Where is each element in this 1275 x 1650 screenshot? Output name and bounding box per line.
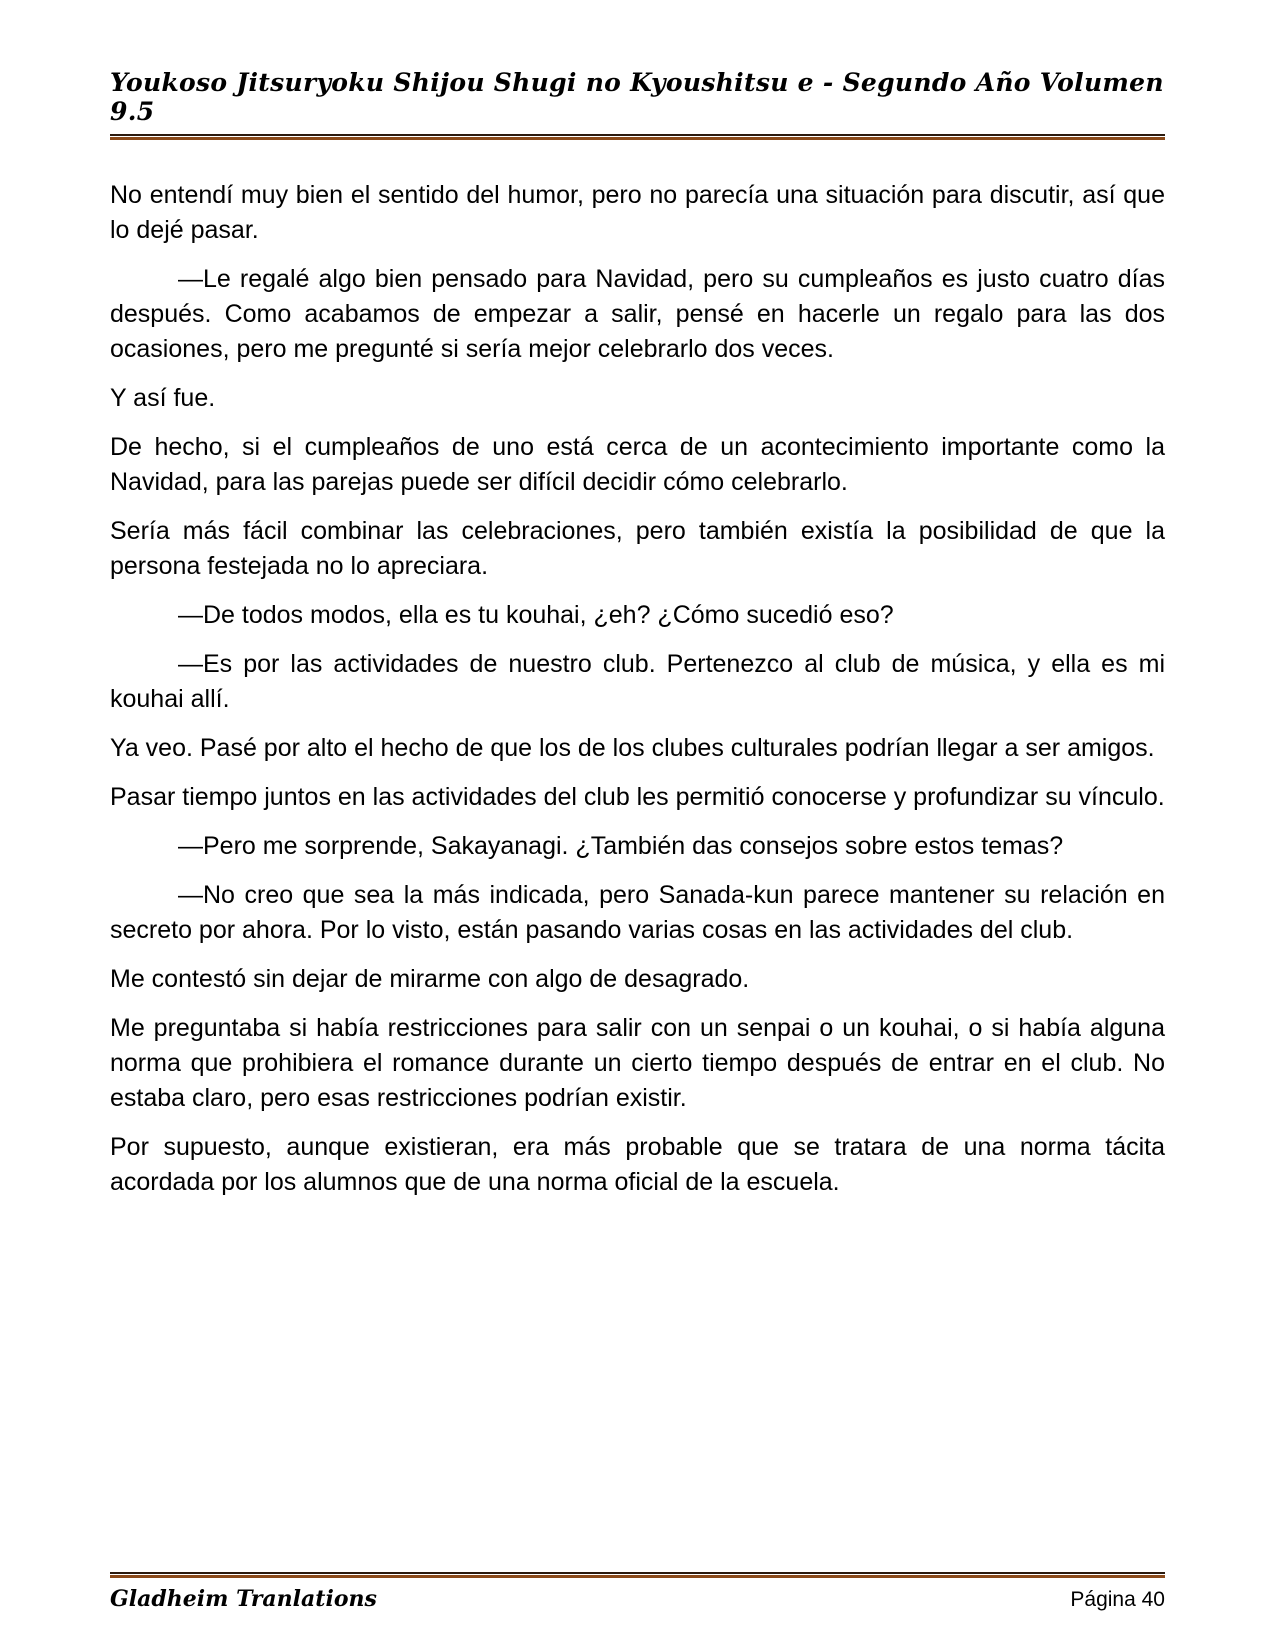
paragraph: Ya veo. Pasé por alto el hecho de que los de los clubes culturales podrían llegar a ser amigos. — [110, 734, 1155, 762]
page-footer — [110, 1572, 1165, 1612]
paragraph: De hecho, si el cumpleaños de uno está cerca de un acontecimiento importante como la Navidad, para las parejas puede ser difícil decidir cómo celebrarlo. — [110, 433, 1165, 496]
page-body — [110, 178, 1165, 1214]
footer-translator-name: Gladheim Tranlations — [110, 1586, 377, 1612]
header-title: Youkoso Jitsuryoku Shijou Shugi no Kyoushitsu e - Segundo Año Volumen 9.5 — [110, 68, 1164, 126]
paragraph-dialogue: —No creo que sea la más indicada, pero Sanada-kun parece mantener su relación en secreto por ahora. Por lo visto, están pasando varias cosas en las actividades del club. — [110, 881, 1165, 944]
paragraph: Por supuesto, aunque existieran, era más probable que se tratara de una norma tácita acordada por los alumnos que de una norma oficial de la escuela. — [110, 1133, 1165, 1196]
paragraph: Y así fue. — [110, 384, 216, 412]
paragraph: Me contestó sin dejar de mirarme con algo de desagrado. — [110, 965, 750, 993]
header-rule — [110, 134, 1165, 140]
footer-page-number: Página 40 — [1070, 1588, 1165, 1611]
footer-rule — [110, 1572, 1165, 1578]
paragraph: No entendí muy bien el sentido del humor, pero no parecía una situación para discutir, así que lo dejé pasar. — [110, 181, 1165, 244]
paragraph: Sería más fácil combinar las celebraciones, pero también existía la posibilidad de que la persona festejada no lo apreciara. — [110, 517, 1165, 580]
paragraph-dialogue: —Es por las actividades de nuestro club. Pertenezco al club de música, y ella es mi kouhai allí. — [110, 650, 1165, 713]
page-header — [110, 68, 1165, 140]
footer-row — [110, 1586, 1165, 1612]
paragraph-dialogue: —Pero me sorprende, Sakayanagi. ¿También das consejos sobre estos temas? — [178, 832, 1064, 860]
paragraph-dialogue: —De todos modos, ella es tu kouhai, ¿eh? ¿Cómo sucedió eso? — [178, 601, 894, 629]
paragraph: Me preguntaba si había restricciones para salir con un senpai o un kouhai, o si había alguna norma que prohibiera el romance durante un cierto tiempo después de entrar en el club. No estaba claro, pero esas restricciones podrían existir. — [110, 1014, 1165, 1112]
paragraph-dialogue: —Le regalé algo bien pensado para Navidad, pero su cumpleaños es justo cuatro días después. Como acabamos de empezar a salir, pensé en hacerle un regalo para las dos ocasiones, pero me pregunté si sería mejor celebrarlo dos veces. — [110, 265, 1165, 363]
paragraph: Pasar tiempo juntos en las actividades del club les permitió conocerse y profundizar su vínculo. — [110, 783, 1165, 811]
